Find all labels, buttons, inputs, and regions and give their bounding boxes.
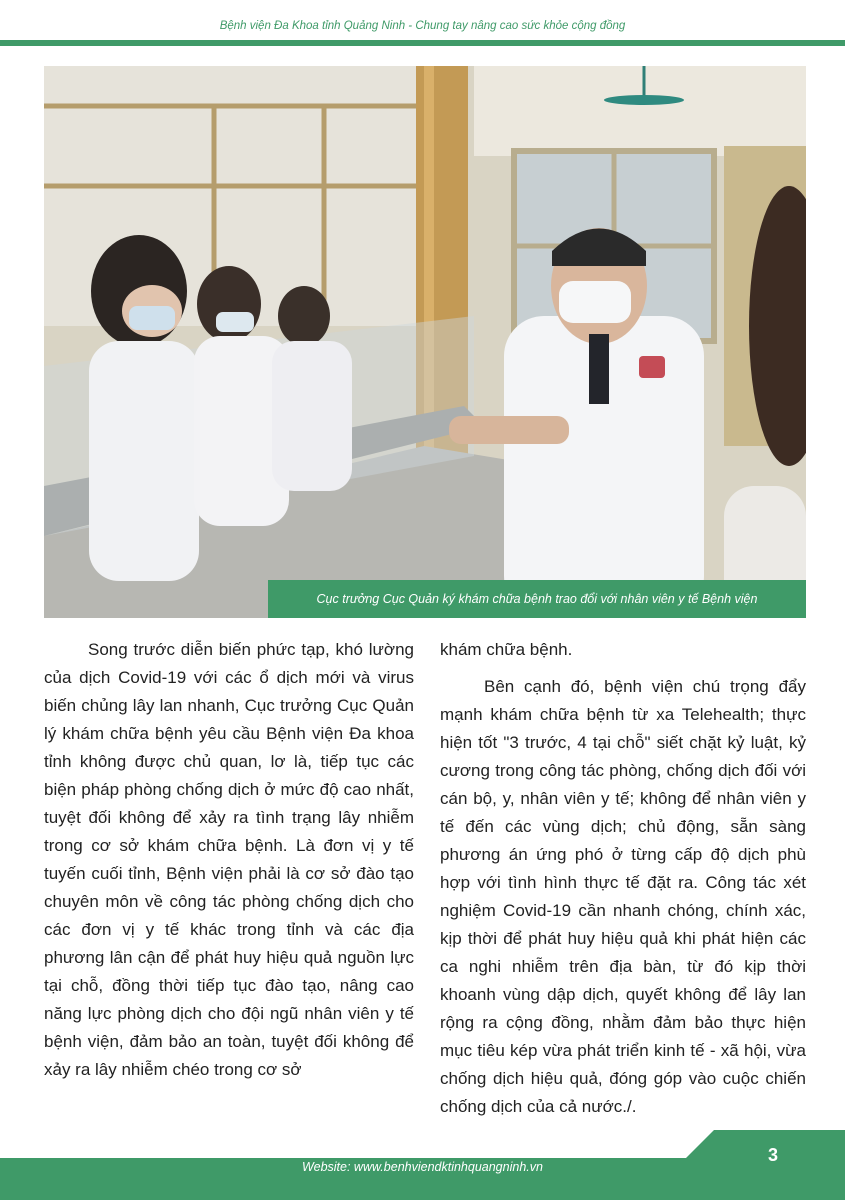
photo-illustration <box>44 66 806 618</box>
article-paragraph-continuation: khám chữa bệnh. <box>440 640 573 659</box>
footer-website: Website: www.benhviendktinhquangninh.vn <box>302 1160 543 1174</box>
header-divider <box>0 40 845 46</box>
page-number: 3 <box>768 1145 779 1165</box>
photo-caption: Cục trưởng Cục Quản ký khám chữa bệnh trao đổi với nhân viên y tế Bệnh viện <box>268 580 806 618</box>
article-right-column <box>440 636 806 1121</box>
article-paragraph: Song trước diễn biến phức tạp, khó lường của dịch Covid-19 với các ổ dịch mới và virus biến chủng lây lan nhanh, Cục trưởng Cục Quản lý khám chữa bệnh yêu cầu Bệnh viện Đa khoa tỉnh không được chủ quan, lơ là, tiếp tục các biện pháp phòng chống dịch ở mức độ cao nhất, tuyệt đối không để xảy ra tình trạng lây nhiễm trong cơ sở khám chữa bệnh. Là đơn vị y tế tuyến cuối tỉnh, Bệnh viện phải là cơ sở đào tạo chuyên môn về công tác phòng chống dịch cho các đơn vị y tế khác trong tỉnh và các địa phương lân cận để phát huy hiệu quả nguồn lực tại chỗ, đồng thời tiếp tục đào tạo, nâng cao năng lực phòng dịch cho đội ngũ nhân viên y tế bệnh viện, đảm bảo an toàn, tuyệt đối không để xảy ra lây nhiễm chéo trong cơ sở <box>44 640 414 1079</box>
article-left-column <box>44 636 414 1084</box>
header-title: Bệnh viện Đa Khoa tỉnh Quảng Ninh - Chung tay nâng cao sức khỏe cộng đồng <box>219 20 626 32</box>
article-paragraph: Bên cạnh đó, bệnh viện chú trọng đẩy mạnh khám chữa bệnh từ xa Telehealth; thực hiện tốt "3 trước, 4 tại chỗ" siết chặt kỷ luật, kỷ cương trong công tác phòng, chống dịch đối với cán bộ, y, nhân viên y tế; không để nhân viên y tế đến các vùng dịch; chủ động, sẵn sàng phương án ứng phó ở từng cấp độ dịch phù hợp với tình hình thực tế đặt ra. Công tác xét nghiệm Covid-19 cần nhanh chóng, chính xác, kịp thời để phát huy hiệu quả khi phát hiện các ca nghi nhiễm trên địa bàn, từ đó kịp thời khoanh vùng dập dịch, quyết không để lây lan rộng ra cộng đồng, nhằm đảm bảo thực hiện mục tiêu kép vừa phát triển kinh tế - xã hội, vừa chống dịch hiệu quả, đóng góp vào cuộc chiến chống dịch của cả nước./. <box>440 677 806 1116</box>
page-number-tab <box>686 1130 845 1158</box>
hospital-photo <box>44 66 806 618</box>
